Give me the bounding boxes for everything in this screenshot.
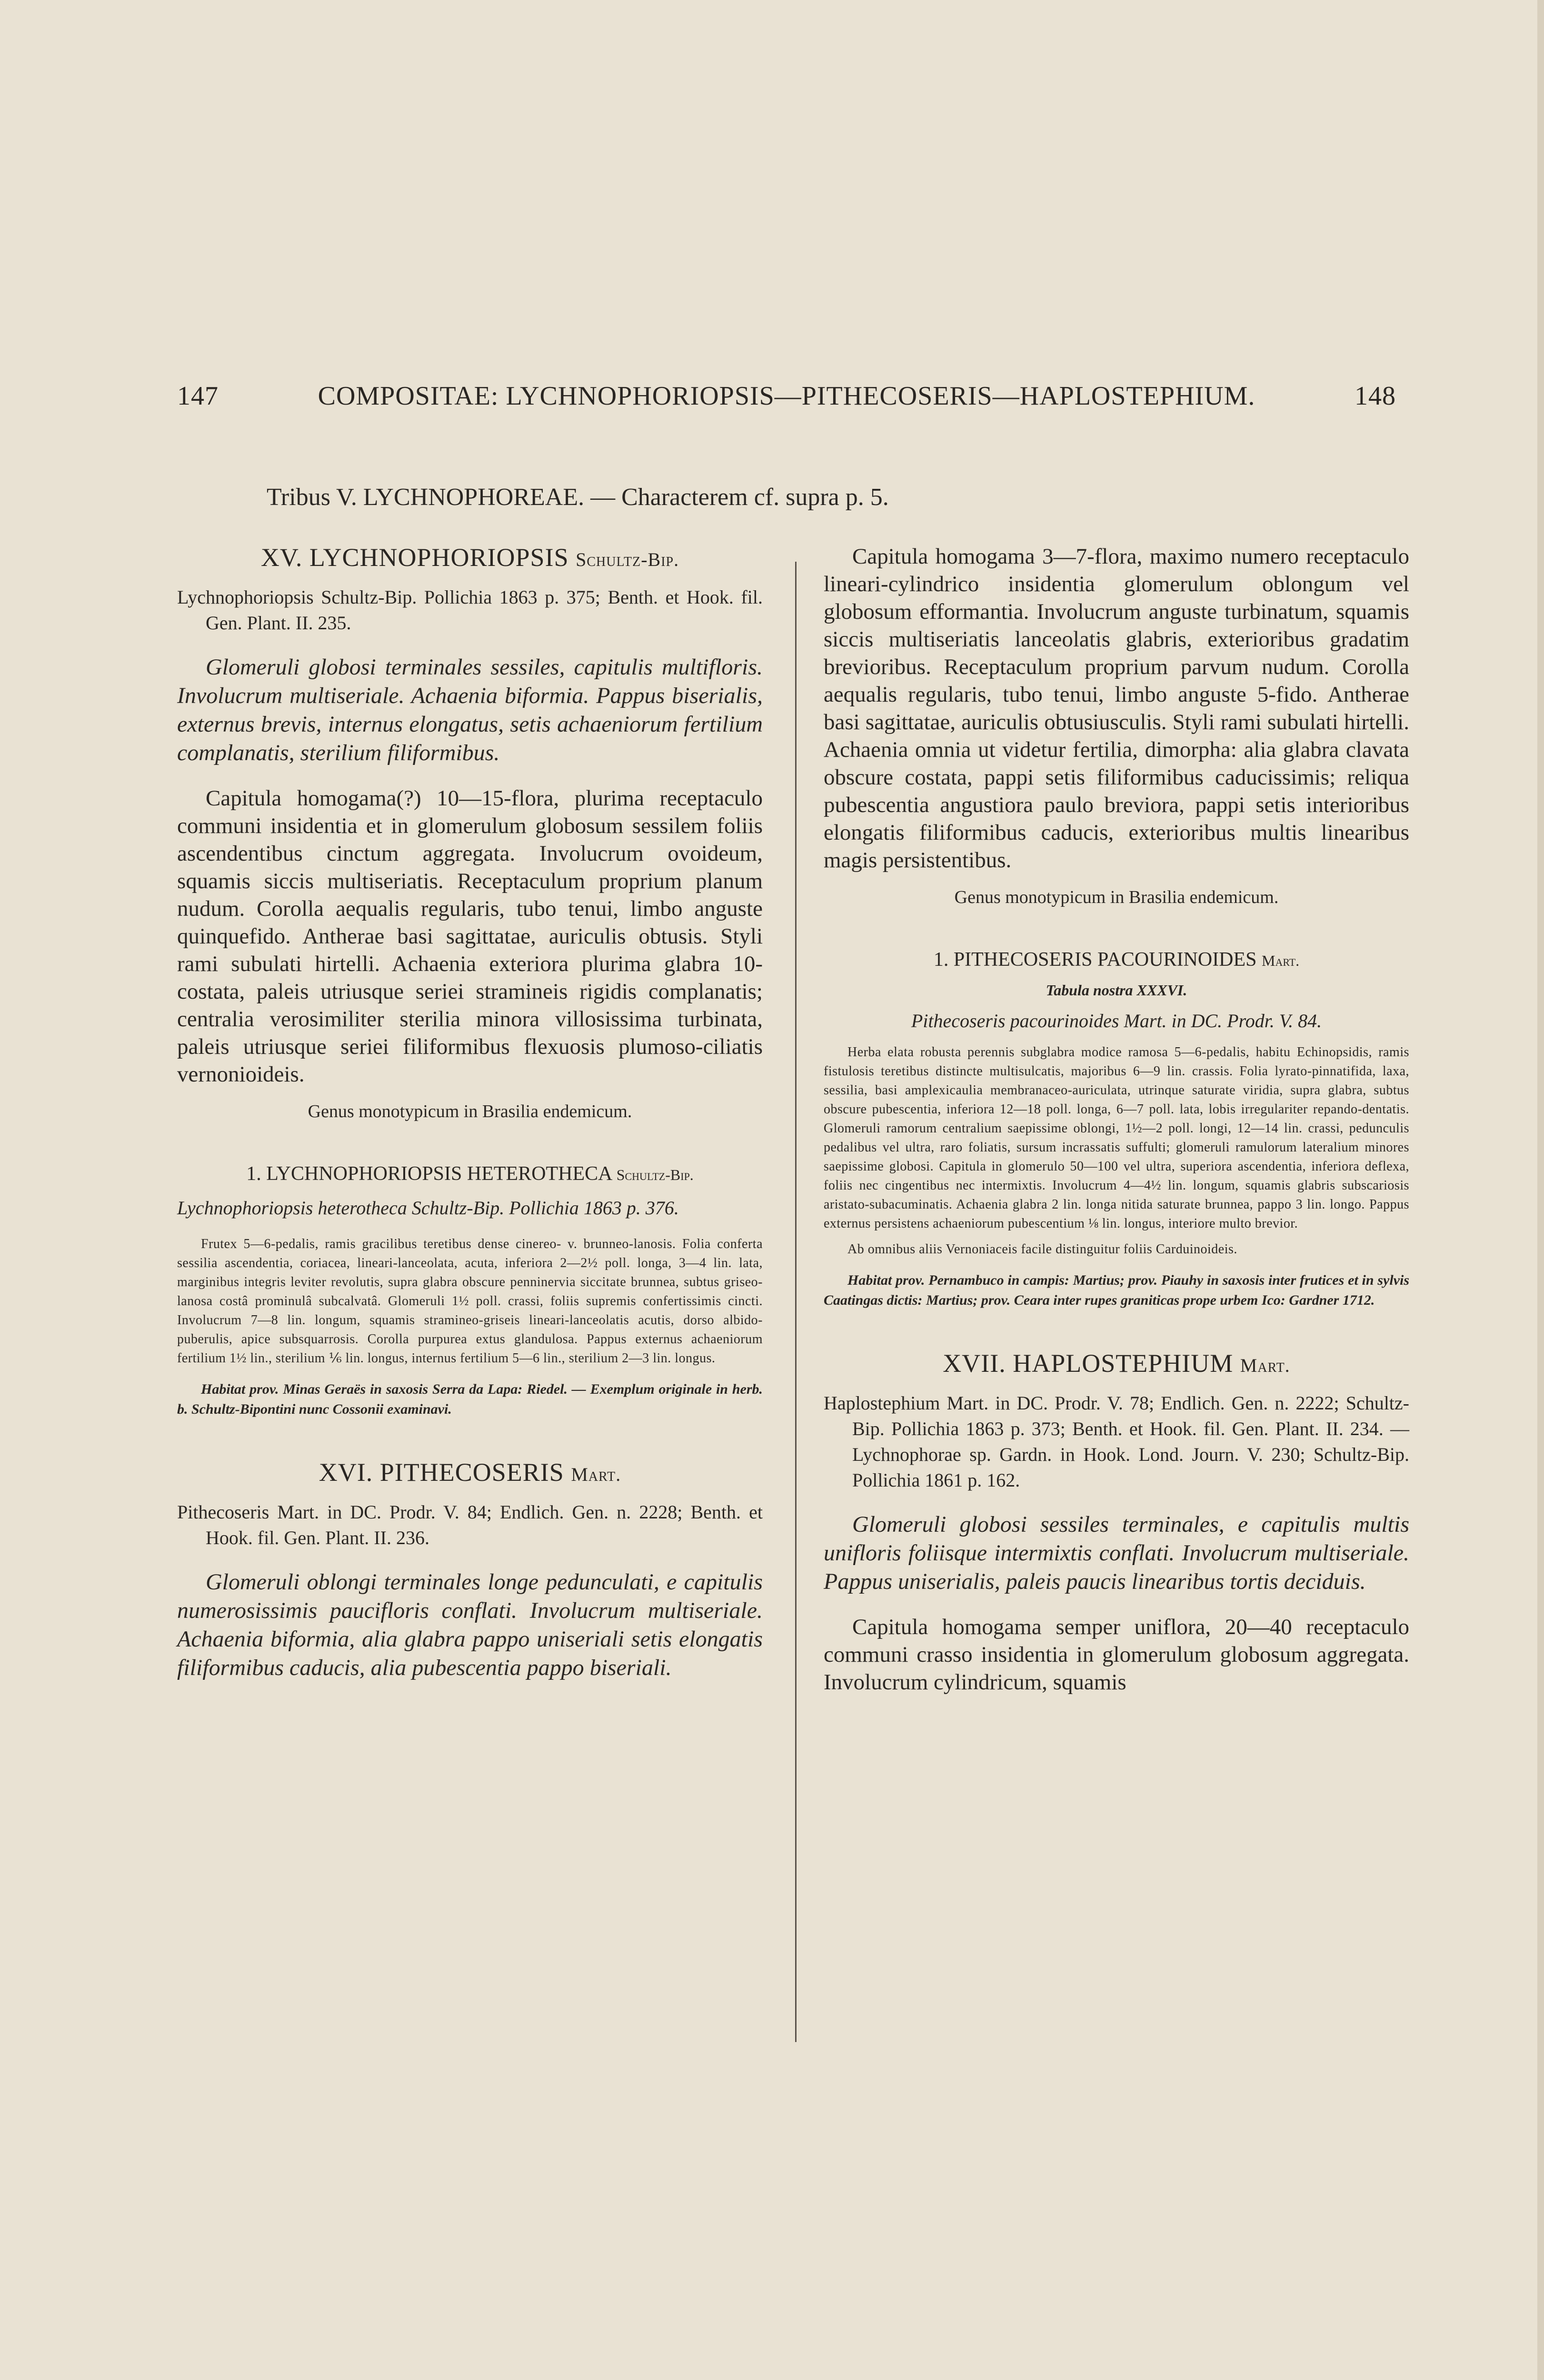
genus-name: XVI. PITHECOSERIS	[319, 1458, 564, 1487]
genus-note: Genus monotypicum in Brasilia endemicum.	[308, 1101, 632, 1121]
genus-synonymy: Lychnophoriopsis Schultz-Bip. Pollichia 1863 p. 375; Benth. et Hook. fil. Gen. Plant. II. 235.	[177, 586, 763, 634]
genus-author: Mart.	[1240, 1355, 1290, 1376]
page-number-right: 148	[1355, 381, 1396, 411]
genus-synonymy: Pithecoseris Mart. in DC. Prodr. V. 84; Endlich. Gen. n. 2228; Benth. et Hook. fil. Gen. Plant. II. 236.	[177, 1501, 763, 1548]
running-header	[177, 381, 1396, 414]
species-author: Schultz-Bip.	[616, 1166, 694, 1183]
tabula-reference: Tabula nostra XXXVI.	[1046, 982, 1187, 999]
genus-description: Capitula homogama 3—7-flora, maximo numero receptaculo lineari-cylindrico insidentia glomerulum oblongum vel globosum efformantia. Involucrum anguste turbinatum, squamis siccis multiseriatis lanceolatis glabris, exterioribus gradatim brevioribus. Receptaculum proprium parvum nudum. Corolla aequalis regularis, tubo tenui, limbo anguste 5-fido. Antherae basi sagittatae, auriculis obtusiusculis. Styli rami subulati hirtelli. Achaenia omnia ut videtur fertilia, dimorpha: alia glabra clavata obscure costata, pappi setis filiformibus caducissimis; reliqua pubescentia angustiora paulo breviora, pappi setis interioribus elongatis filiformibus caducis, exterioribus multis linearibus magis persistentibus.	[824, 544, 1409, 873]
genus-description: Capitula homogama(?) 10—15-flora, plurima receptaculo communi insidentia et in glomerulum globosum sessilem foliis ascendentibus cinctum aggregata. Involucrum ovoideum, squamis siccis multiseriatis. Receptaculum proprium planum nudum. Corolla aequalis regularis, tubo tenui, limbo anguste quinquefido. Antherae basi sagittatae, auriculis obtusis. Styli rami subulati hirtelli. Achaenia exteriora plurima glabra 10-costata, paleis utriusque seriei stramineis rigidis complanatis; centralia verosimiliter sterilia minora villosissima turbinata, paleis utriusque seriei filiformibus flexuosis plumoso-ciliatis vernonioideis.	[177, 786, 763, 1087]
right-column	[824, 543, 1409, 1707]
genus-diagnosis: Glomeruli globosi terminales sessiles, capitulis multifloris. Involucrum multiseriale. Achaenia biformia. Pappus biserialis, externus brevis, internus elongatus, setis achaeniorum fertilium complanatis, sterilium filiformibus.	[177, 654, 763, 765]
column-divider	[795, 562, 797, 2042]
species-author: Mart.	[1262, 952, 1300, 969]
genus-name: XVII. HAPLOSTEPHIUM	[943, 1349, 1234, 1378]
page-number-left: 147	[177, 381, 219, 411]
species-note: Ab omnibus aliis Vernoniaceis facile distinguitur foliis Carduinoideis.	[847, 1242, 1237, 1257]
genus-author: Mart.	[571, 1464, 621, 1485]
species-description: Herba elata robusta perennis subglabra modice ramosa 5—6-pedalis, habitu Echinopsidis, ramis fistulosis teretibus distincte multisulcatis, majoribus 6—9 lin. crassis. Folia lyrato-pinnatifida, laxa, sessilia, basi amplexicaulia membranaceo-auriculata, utrinque saturate viridia, supra glabra, subtus obscure pubescentia, inferiora 12—18 poll. longa, 6—7 poll. lata, lobis irregulariter repando-dentatis. Glomeruli ramorum centralium saepissime oblongi, 1½—2 poll. longi, 12—14 lin. crassi, pedunculis pedalibus vel ultra, raro foliatis, sursum incrassatis suffulti; glomeruli ramulorum lateralium minores saepissime globosi. Capitula in glomerulo 50—100 vel ultra, superiora ascendentia, inferiora deflexa, foliis nec cingentibus nec intermixtis. Involucrum 4—4½ lin. longum, squamis glabris subscariosis aristato-subacuminatis. Achaenia glabra 2 lin. longa nitida saturate brunnea, pappo 3 lin. longo. Pappus externus persistens achaeniorum pubescentium ⅛ lin. longus, interiore multo brevior.	[824, 1045, 1409, 1231]
species-habitat: Habitat prov. Pernambuco in campis: Martius; prov. Piauhy in saxosis inter frutices et in sylvis Caatingas dictis: Martius; prov. Ceara inter rupes graniticas prope urbem Ico: Gardner 1712.	[824, 1272, 1409, 1308]
species-habitat: Habitat prov. Minas Geraës in saxosis Serra da Lapa: Riedel. — Exemplum originale in herb. b. Schultz-Bipontini nunc Cossonii examinavi.	[177, 1381, 763, 1417]
genus-heading-lychnophoriopsis	[177, 543, 763, 572]
species-name: 1. PITHECOSERIS PACOURINOIDES	[933, 949, 1257, 971]
species-reference: Pithecoseris pacourinoides Mart. in DC. Prodr. V. 84.	[911, 1010, 1322, 1031]
left-column	[177, 543, 763, 1699]
running-title: COMPOSITAE: LYCHNOPHORIOPSIS—PITHECOSERIS—HAPLOSTEPHIUM.	[318, 381, 1255, 411]
genus-heading-haplostephium	[824, 1349, 1409, 1378]
species-heading-pacourinoides	[824, 947, 1409, 973]
genus-diagnosis: Glomeruli globosi sessiles terminales, e capitulis multis unifloris foliisque intermixtis conflati. Involucrum multiseriale. Pappus uniserialis, paleis paucis linearibus tortis deciduis.	[824, 1512, 1409, 1594]
genus-author: Schultz-Bip.	[576, 549, 679, 570]
species-heading-heterotheca	[177, 1161, 763, 1187]
species-name: 1. LYCHNOPHORIOPSIS HETEROTHECA	[246, 1163, 612, 1185]
genus-note: Genus monotypicum in Brasilia endemicum.	[954, 887, 1279, 907]
page-edge	[1537, 0, 1544, 2380]
genus-synonymy: Haplostephium Mart. in DC. Prodr. V. 78; Endlich. Gen. n. 2222; Schultz-Bip. Pollichia 1863 p. 373; Benth. et Hook. fil. Gen. Plant. II. 234. — Lychnophorae sp. Gardn. in Hook. Lond. Journ. V. 230; Schultz-Bip. Pollichia 1861 p. 162.	[824, 1392, 1409, 1491]
genus-diagnosis: Glomeruli oblongi terminales longe pedunculati, e capitulis numerosissimis paucifloris conflati. Involucrum multiseriale. Achaenia biformia, alia glabra pappo uniseriali setis elongatis filiformibus caducis, alia pubescentia pappo biseriali.	[177, 1569, 763, 1680]
genus-name: XV. LYCHNOPHORIOPSIS	[260, 543, 569, 572]
genus-description: Capitula homogama semper uniflora, 20—40 receptaculo communi crasso insidentia in glomerulum globosum aggregata. Involucrum cylindricum, squamis	[824, 1615, 1409, 1695]
tribus-heading: Tribus V. LYCHNOPHOREAE. — Characterem cf. supra p. 5.	[267, 484, 889, 511]
species-reference: Lychnophoriopsis heterotheca Schultz-Bip. Pollichia 1863 p. 376.	[177, 1197, 679, 1219]
species-description: Frutex 5—6-pedalis, ramis gracilibus teretibus dense cinereo- v. brunneo-lanosis. Folia conferta sessilia ascendentia, coriacea, lineari-lanceolata, acuta, inferiora 2—2½ poll. longa, 3—4 lin. lata, marginibus integris leviter revolutis, supra glabra obscure penninervia siccitate brunnea, subtus griseo-lanosa costâ prominulâ subcalvatâ. Glomeruli 1½ poll. crassi, foliis supremis confertissimis cincti. Involucrum 7—8 lin. longum, squamis stramineo-griseis lineari-lanceolatis acutis, dorso albido-puberulis, apice subsquarrosis. Corolla purpurea extus glandulosa. Pappus externus achaeniorum fertilium 1½ lin., sterilium ⅙ lin. longus, internus fertilium 5—6 lin., sterilium 2—3 lin. longus.	[177, 1237, 763, 1366]
genus-heading-pithecoseris	[177, 1458, 763, 1487]
